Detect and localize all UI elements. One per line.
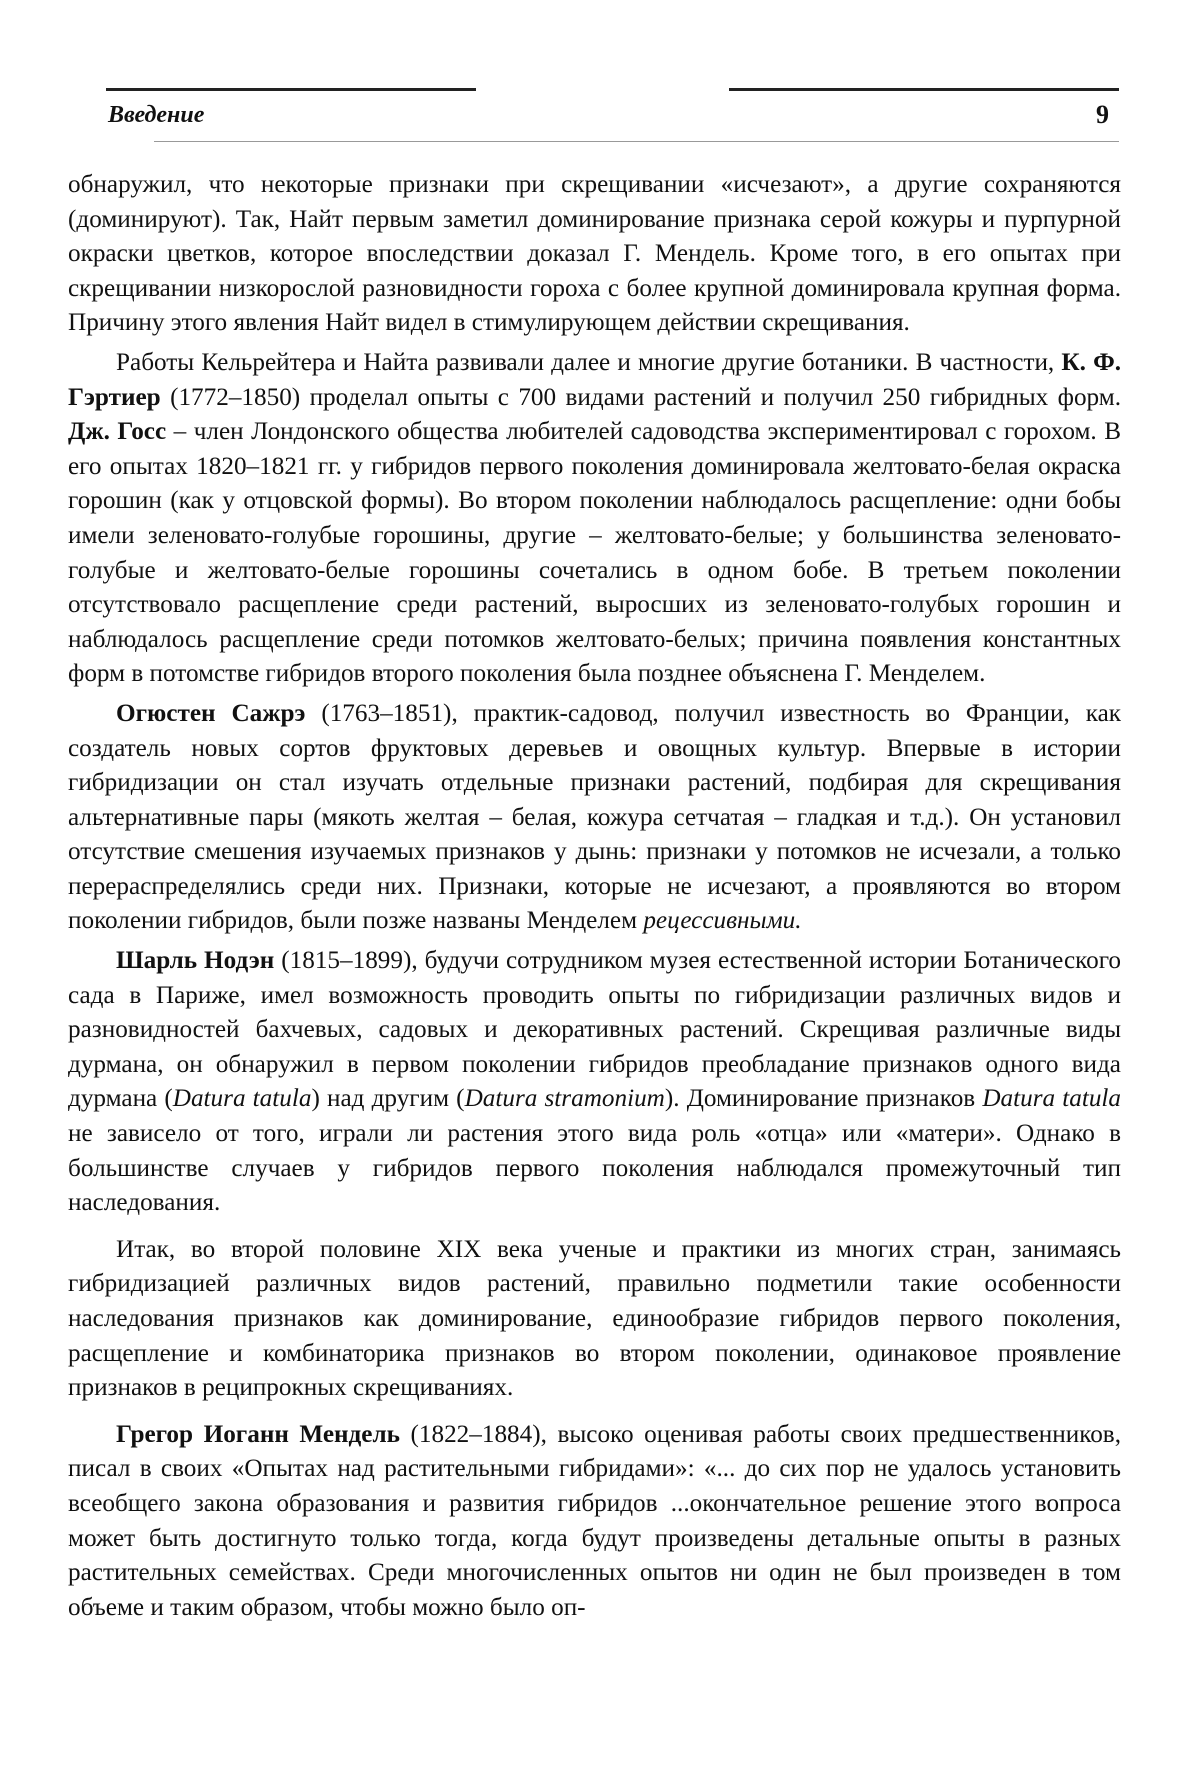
name-mendel: Грегор Иоганн Мендель bbox=[116, 1420, 400, 1448]
species-datura-tatula-2: Datura tatula bbox=[982, 1085, 1122, 1113]
paragraph-5-text: Итак, во второй половине XIX века ученые и практики из многих стран, занимаясь гибридизацией различных видов растений, правильно подметили такие особенности наследования признаков как доминирование, единообразие гибридов первого поколения, расщепление и комбинаторика признаков во втором поколении, одинаковое проявление признаков в реципрокных скрещиваниях. bbox=[68, 1235, 1121, 1402]
paragraph-3-text-1: (1763–1851), практик-садовод, получил известность во Франции, как создатель новых сортов фруктовых деревьев и овощных культур. Впервые в истории гибридизации он стал изучать отдельные признаки растений, подбирая для скрещивания альтернативные пары (мякоть желтая – белая, кожура сетчатая – гладкая и т.д.). Он установил отсутствие смешения изучаемых признаков у дынь: признаки у потомков не исчезали, а только перераспределялись среди них. Признаки, которые не исчезают, а проявляются во втором поколении гибридов, были позже названы Менделем bbox=[68, 699, 1121, 935]
header-rule-left bbox=[106, 88, 476, 91]
paragraph-2-text-3: – член Лондонского общества любителей садоводства экспериментировал с горохом. В его опытах 1820–1821 гг. у гибридов первого поколения доминировала желтовато-белая окраска горошин (как у отцовской формы). Во втором поколении наблюдалось расщепление: одни бобы имели зеленовато-голубые горошины, другие – желтовато-белые; у большинства зеленовато-голубые и желтовато-белые горошины сочетались в одном бобе. В третьем поколении отсутствовало расщепление среди растений, выросших из зеленовато-голубых горошин и наблюдалось расщепление среди потомков желтовато-белых; причина появления константных форм в потомстве гибридов второго поколения была позднее объяснена Г. Менделем. bbox=[68, 418, 1121, 688]
name-gertner: К. Ф. Гэртиер bbox=[68, 348, 1122, 411]
name-goss: Дж. Госс bbox=[68, 418, 167, 446]
paragraph-4-text-4: не зависело от того, играли ли растения этого вида роль «отца» или «матери». Однако в большинстве случаев у гибридов первого поколения наблюдался промежуточный тип наследования. bbox=[68, 1120, 1121, 1217]
paragraph-3 bbox=[68, 697, 1121, 939]
paragraph-1-text: обнаружил, что некоторые признаки при скрещивании «исчезают», а другие сохраняются (доминируют). Так, Найт первым заметил доминирование признака серой кожуры и пурпурной окраски цветков, которое впоследствии доказал Г. Мендель. Кроме того, в его опытах при скрещивании низкорослой разновидности гороха с более крупной доминировала крупная форма. Причину этого явления Найт видел в стимулирующем действии скрещивания. bbox=[68, 171, 1121, 337]
paragraph-4-text-3: ). Доминирование признаков bbox=[664, 1085, 983, 1113]
paragraph-6-text: (1822–1884), высоко оценивая работы своих предшественников, писал в своих «Опытах над растительными гибридами»: «... до сих пор не удалось установить всеобщего закона образования и развития гибридов ...окончательное решение этого вопроса может быть достигнуто только тогда, когда будут произведены детальные опыты в разных растительных семействах. Среди многочисленных опытов ни один не был произведен в том объеме и таким образом, чтобы можно было оп- bbox=[68, 1420, 1121, 1621]
paragraph-1 bbox=[68, 168, 1121, 341]
term-recessive: рецессивными. bbox=[643, 907, 802, 935]
name-sageret: Огюстен Сажрэ bbox=[116, 699, 306, 727]
running-head: Введение bbox=[108, 102, 205, 128]
header-rule-right bbox=[729, 88, 1119, 91]
paragraph-4-text-1: (1815–1899), будучи сотрудником музея естественной истории Ботанического сада в Париже, имел возможность проводить опыты по гибридизации различных видов и разновидностей бахчевых, садовых и декоративных растений. Скрещивая различные виды дурмана, он обнаружил в первом поколении гибридов преобладание признаков одного вида дурмана ( bbox=[68, 947, 1121, 1113]
page-number: 9 bbox=[1096, 100, 1109, 129]
paragraph-6 bbox=[68, 1418, 1121, 1626]
page-header bbox=[104, 70, 1119, 145]
paragraph-2 bbox=[68, 346, 1121, 692]
species-datura-tatula: Datura tatula bbox=[172, 1085, 312, 1113]
paragraph-5 bbox=[68, 1233, 1121, 1406]
body-text bbox=[68, 168, 1121, 1630]
header-rule-bottom bbox=[154, 141, 1119, 142]
species-datura-stramonium: Datura stramonium bbox=[464, 1085, 665, 1113]
paragraph-4-text-2: ) над другим ( bbox=[311, 1085, 465, 1113]
paragraph-4 bbox=[68, 944, 1121, 1221]
name-naudin: Шарль Нодэн bbox=[116, 947, 275, 975]
paragraph-2-text-2: (1772–1850) проделал опыты с 700 видами растений и получил 250 гибридных форм. bbox=[160, 383, 1121, 411]
paragraph-2-text-1: Работы Кельрейтера и Найта развивали далее и многие другие ботаники. В частности, bbox=[116, 348, 1062, 376]
